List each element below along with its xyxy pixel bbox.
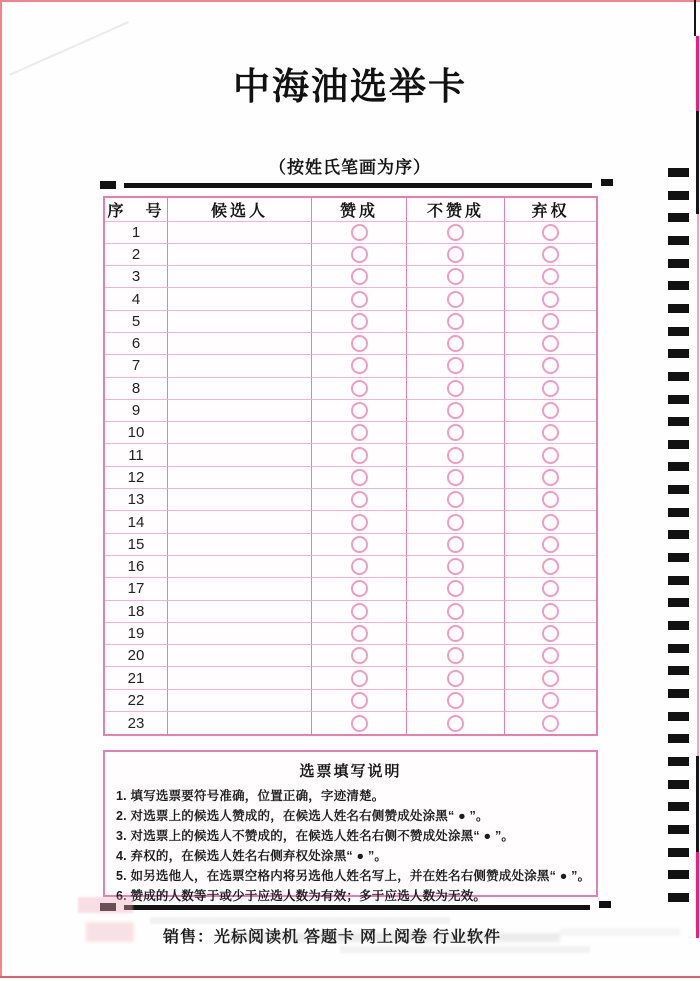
disapprove-bubble-cell	[407, 333, 505, 354]
card-title: 中海油选举卡	[233, 67, 467, 108]
abstain-bubble-cell	[505, 378, 596, 399]
disapprove-bubble[interactable]	[447, 402, 464, 419]
approve-bubble[interactable]	[351, 580, 368, 597]
abstain-bubble-cell	[505, 511, 596, 532]
disapprove-bubble[interactable]	[447, 491, 464, 508]
disapprove-bubble-cell	[407, 311, 505, 332]
approve-bubble-cell	[312, 511, 407, 532]
omr-timing-mark	[668, 598, 689, 607]
approve-bubble-cell	[312, 444, 407, 465]
abstain-bubble-cell	[505, 333, 596, 354]
omr-timing-mark	[668, 689, 689, 698]
approve-bubble[interactable]	[351, 380, 368, 397]
omr-timing-mark	[668, 281, 689, 290]
disapprove-bubble[interactable]	[447, 313, 464, 330]
omr-timing-mark	[668, 666, 689, 675]
omr-timing-mark	[668, 712, 689, 721]
abstain-bubble-cell	[505, 534, 596, 555]
abstain-bubble[interactable]	[542, 603, 559, 620]
table-row	[105, 288, 596, 310]
omr-timing-mark	[668, 213, 689, 222]
candidate-name-cell[interactable]	[168, 534, 312, 555]
disapprove-bubble[interactable]	[447, 558, 464, 575]
candidate-name-cell[interactable]	[168, 422, 312, 443]
disapprove-bubble[interactable]	[447, 580, 464, 597]
approve-bubble-cell	[312, 288, 407, 309]
approve-bubble[interactable]	[351, 647, 368, 664]
row-number: 18	[105, 601, 168, 622]
approve-bubble-cell	[312, 623, 407, 644]
candidate-name-cell[interactable]	[168, 667, 312, 688]
abstain-bubble-cell	[505, 601, 596, 622]
approve-bubble-cell	[312, 311, 407, 332]
abstain-bubble[interactable]	[542, 580, 559, 597]
abstain-bubble[interactable]	[542, 514, 559, 531]
disapprove-bubble-cell	[407, 222, 505, 243]
table-row	[105, 623, 596, 645]
table-row	[105, 467, 596, 489]
row-number: 15	[105, 534, 168, 555]
registration-mark-top-right	[601, 179, 613, 186]
disapprove-bubble-cell	[407, 578, 505, 599]
table-row	[105, 690, 596, 712]
disapprove-bubble-cell	[407, 690, 505, 711]
approve-bubble-cell	[312, 422, 407, 443]
row-number: 3	[105, 266, 168, 287]
omr-timing-mark	[668, 168, 689, 177]
approve-bubble[interactable]	[351, 224, 368, 241]
scan-ghost-artifact	[340, 946, 590, 953]
row-number: 9	[105, 400, 168, 421]
disapprove-bubble-cell	[407, 400, 505, 421]
approve-bubble[interactable]	[351, 246, 368, 263]
abstain-bubble-cell	[505, 667, 596, 688]
omr-timing-mark	[668, 553, 689, 562]
approve-bubble[interactable]	[351, 715, 368, 732]
candidate-name-cell[interactable]	[168, 467, 312, 488]
table-row	[105, 422, 596, 444]
disapprove-bubble-cell	[407, 355, 505, 376]
candidate-name-cell[interactable]	[168, 311, 312, 332]
approve-bubble-cell	[312, 266, 407, 287]
abstain-bubble[interactable]	[542, 558, 559, 575]
approve-bubble[interactable]	[351, 291, 368, 308]
candidate-name-cell[interactable]	[168, 244, 312, 265]
abstain-bubble[interactable]	[542, 268, 559, 285]
row-number: 20	[105, 645, 168, 666]
abstain-bubble-cell	[505, 288, 596, 309]
disapprove-bubble-cell	[407, 712, 505, 734]
approve-bubble[interactable]	[351, 536, 368, 553]
abstain-bubble-cell	[505, 400, 596, 421]
disapprove-bubble[interactable]	[447, 514, 464, 531]
abstain-bubble[interactable]	[542, 313, 559, 330]
abstain-bubble[interactable]	[542, 447, 559, 464]
table-row	[105, 489, 596, 511]
candidate-name-cell[interactable]	[168, 355, 312, 376]
abstain-bubble[interactable]	[542, 380, 559, 397]
header-approve: 赞成	[312, 198, 407, 221]
row-number: 11	[105, 444, 168, 465]
table-row	[105, 311, 596, 333]
omr-timing-mark	[668, 734, 689, 743]
disapprove-bubble[interactable]	[447, 603, 464, 620]
disapprove-bubble-cell	[407, 378, 505, 399]
omr-timing-mark	[668, 780, 689, 789]
row-number: 23	[105, 712, 168, 734]
scan-edge-left	[0, 0, 2, 978]
disapprove-bubble-cell	[407, 601, 505, 622]
omr-timing-mark	[668, 259, 689, 268]
candidate-name-cell[interactable]	[168, 623, 312, 644]
candidate-name-cell[interactable]	[168, 222, 312, 243]
abstain-bubble[interactable]	[542, 647, 559, 664]
abstain-bubble[interactable]	[542, 224, 559, 241]
abstain-bubble-cell	[505, 311, 596, 332]
approve-bubble[interactable]	[351, 424, 368, 441]
approve-bubble-cell	[312, 355, 407, 376]
right-edge-magenta-bar	[696, 852, 699, 938]
approve-bubble-cell	[312, 690, 407, 711]
disapprove-bubble-cell	[407, 467, 505, 488]
table-row	[105, 355, 596, 377]
instruction-item: 3. 对选票上的候选人不赞成的，在候选人姓名右侧不赞成处涂黑“ ● ”。	[116, 829, 515, 843]
disapprove-bubble[interactable]	[447, 625, 464, 642]
row-number: 12	[105, 467, 168, 488]
instruction-item: 5. 如另选他人，在选票空格内将另选他人姓名写上，并在姓名右侧赞成处涂黑“ ● ”。	[116, 869, 591, 883]
row-number: 21	[105, 667, 168, 688]
omr-timing-mark	[668, 893, 689, 902]
header-seq-number: 序 号	[105, 198, 168, 221]
disapprove-bubble-cell	[407, 266, 505, 287]
omr-timing-mark	[668, 372, 689, 381]
row-number: 6	[105, 333, 168, 354]
abstain-bubble-cell	[505, 266, 596, 287]
registration-mark-bottom-left	[100, 903, 116, 911]
omr-timing-mark	[668, 462, 689, 471]
abstain-bubble-cell	[505, 244, 596, 265]
right-edge-pink-line	[697, 214, 699, 756]
registration-line-bottom	[124, 905, 590, 910]
disapprove-bubble[interactable]	[447, 536, 464, 553]
disapprove-bubble[interactable]	[447, 469, 464, 486]
abstain-bubble[interactable]	[542, 424, 559, 441]
table-row	[105, 266, 596, 288]
omr-timing-mark	[668, 327, 689, 336]
omr-timing-mark	[668, 576, 689, 585]
approve-bubble[interactable]	[351, 625, 368, 642]
instruction-item: 1. 填写选票要符号准确，位置正确，字迹清楚。	[116, 789, 385, 803]
omr-timing-mark	[668, 395, 689, 404]
disapprove-bubble[interactable]	[447, 424, 464, 441]
approve-bubble-cell	[312, 333, 407, 354]
disapprove-bubble[interactable]	[447, 291, 464, 308]
instructions-title: 选票填写说明	[299, 763, 402, 780]
omr-timing-mark	[668, 349, 689, 358]
candidate-name-cell[interactable]	[168, 333, 312, 354]
abstain-bubble[interactable]	[542, 491, 559, 508]
candidate-name-cell[interactable]	[168, 489, 312, 510]
omr-timing-mark	[668, 802, 689, 811]
approve-bubble[interactable]	[351, 402, 368, 419]
omr-timing-mark	[668, 870, 689, 879]
table-row	[105, 378, 596, 400]
ballot-table-body	[105, 222, 596, 735]
abstain-bubble-cell	[505, 623, 596, 644]
registration-mark-bottom-right	[599, 901, 611, 908]
omr-timing-mark	[668, 757, 689, 766]
disapprove-bubble[interactable]	[447, 246, 464, 263]
omr-timing-mark	[668, 848, 689, 857]
abstain-bubble-cell	[505, 645, 596, 666]
approve-bubble-cell	[312, 534, 407, 555]
row-number: 4	[105, 288, 168, 309]
candidate-name-cell[interactable]	[168, 266, 312, 287]
disapprove-bubble-cell	[407, 623, 505, 644]
table-header-row	[105, 198, 596, 222]
abstain-bubble[interactable]	[542, 670, 559, 687]
table-row	[105, 244, 596, 266]
approve-bubble[interactable]	[351, 692, 368, 709]
abstain-bubble-cell	[505, 712, 596, 734]
candidate-name-cell[interactable]	[168, 690, 312, 711]
abstain-bubble-cell	[505, 467, 596, 488]
approve-bubble[interactable]	[351, 447, 368, 464]
approve-bubble-cell	[312, 400, 407, 421]
approve-bubble[interactable]	[351, 268, 368, 285]
card-subtitle: （按姓氏笔画为序）	[269, 158, 431, 177]
disapprove-bubble[interactable]	[447, 647, 464, 664]
abstain-bubble[interactable]	[542, 715, 559, 732]
instruction-item: 6. 赞成的人数等于或少于应选人数为有效；多于应选人数为无效。	[116, 889, 487, 903]
row-number: 1	[105, 222, 168, 243]
table-row	[105, 333, 596, 355]
instruction-item: 2. 对选票上的候选人赞成的，在候选人姓名右侧赞成处涂黑“ ● ”。	[116, 809, 489, 823]
disapprove-bubble-cell	[407, 534, 505, 555]
registration-line-top	[124, 183, 592, 188]
omr-timing-mark	[668, 530, 689, 539]
approve-bubble-cell	[312, 489, 407, 510]
disapprove-bubble[interactable]	[447, 715, 464, 732]
omr-timing-mark	[668, 825, 689, 834]
row-number: 17	[105, 578, 168, 599]
candidate-name-cell[interactable]	[168, 511, 312, 532]
abstain-bubble-cell	[505, 489, 596, 510]
disapprove-bubble[interactable]	[447, 447, 464, 464]
candidate-name-cell[interactable]	[168, 288, 312, 309]
row-number: 16	[105, 556, 168, 577]
approve-bubble[interactable]	[351, 603, 368, 620]
abstain-bubble[interactable]	[542, 536, 559, 553]
disapprove-bubble-cell	[407, 556, 505, 577]
abstain-bubble[interactable]	[542, 291, 559, 308]
scan-ghost-artifact	[560, 928, 680, 936]
approve-bubble-cell	[312, 222, 407, 243]
registration-mark-top-left	[100, 181, 116, 189]
table-row	[105, 511, 596, 533]
approve-bubble-cell	[312, 645, 407, 666]
omr-timing-mark	[668, 417, 689, 426]
omr-timing-mark	[668, 621, 689, 630]
table-row	[105, 534, 596, 556]
disapprove-bubble-cell	[407, 645, 505, 666]
candidate-name-cell[interactable]	[168, 378, 312, 399]
approve-bubble-cell	[312, 601, 407, 622]
abstain-bubble[interactable]	[542, 402, 559, 419]
table-row	[105, 556, 596, 578]
abstain-bubble-cell	[505, 422, 596, 443]
approve-bubble[interactable]	[351, 514, 368, 531]
candidate-name-cell[interactable]	[168, 601, 312, 622]
abstain-bubble-cell	[505, 690, 596, 711]
candidate-name-cell[interactable]	[168, 712, 312, 734]
header-abstain: 弃权	[531, 202, 570, 220]
instructions-box	[103, 750, 598, 903]
disapprove-bubble-cell	[407, 244, 505, 265]
omr-timing-mark	[668, 508, 689, 517]
disapprove-bubble-cell	[407, 288, 505, 309]
approve-bubble-cell	[312, 244, 407, 265]
omr-timing-mark	[668, 440, 689, 449]
disapprove-bubble[interactable]	[447, 268, 464, 285]
table-row	[105, 645, 596, 667]
abstain-bubble[interactable]	[542, 625, 559, 642]
abstain-bubble-cell	[505, 578, 596, 599]
disapprove-bubble[interactable]	[447, 357, 464, 374]
row-number: 2	[105, 244, 168, 265]
disapprove-bubble-cell	[407, 444, 505, 465]
omr-timing-mark	[668, 236, 689, 245]
candidate-name-cell[interactable]	[168, 444, 312, 465]
table-row	[105, 667, 596, 689]
table-row	[105, 444, 596, 466]
abstain-bubble-cell	[505, 222, 596, 243]
row-number: 8	[105, 378, 168, 399]
header-disapprove: 不赞成	[407, 198, 505, 221]
candidate-name-cell[interactable]	[168, 400, 312, 421]
approve-bubble-cell	[312, 378, 407, 399]
table-row	[105, 578, 596, 600]
row-number: 14	[105, 511, 168, 532]
omr-timing-mark	[668, 485, 689, 494]
sales-footer-text: 销售：光标阅读机 答题卡 网上阅卷 行业软件	[163, 929, 502, 946]
approve-bubble[interactable]	[351, 335, 368, 352]
abstain-bubble[interactable]	[542, 692, 559, 709]
disapprove-bubble-cell	[407, 511, 505, 532]
omr-timing-mark	[668, 304, 689, 313]
approve-bubble[interactable]	[351, 558, 368, 575]
approve-bubble-cell	[312, 712, 407, 734]
scan-edge-bottom-line	[0, 976, 700, 978]
right-edge-black-bar	[696, 756, 699, 852]
abstain-bubble[interactable]	[542, 335, 559, 352]
row-number: 19	[105, 623, 168, 644]
scan-ghost-artifact	[150, 917, 450, 924]
approve-bubble[interactable]	[351, 357, 368, 374]
approve-bubble[interactable]	[351, 469, 368, 486]
instruction-item: 4. 弃权的，在候选人姓名右侧弃权处涂黑“ ● ”。	[116, 849, 388, 863]
table-row	[105, 601, 596, 623]
omr-timing-mark	[668, 191, 689, 200]
table-row	[105, 712, 596, 734]
disapprove-bubble-cell	[407, 489, 505, 510]
approve-bubble[interactable]	[351, 491, 368, 508]
approve-bubble[interactable]	[351, 313, 368, 330]
instructions-list	[105, 786, 596, 906]
approve-bubble-cell	[312, 578, 407, 599]
table-row	[105, 222, 596, 244]
omr-timing-mark	[668, 644, 689, 653]
row-number: 5	[105, 311, 168, 332]
abstain-bubble-cell	[505, 355, 596, 376]
ballot-table	[103, 196, 598, 736]
abstain-bubble[interactable]	[542, 469, 559, 486]
approve-bubble-cell	[312, 556, 407, 577]
header-candidate: 候选人	[168, 198, 312, 221]
disapprove-bubble[interactable]	[447, 224, 464, 241]
approve-bubble-cell	[312, 467, 407, 488]
disapprove-bubble[interactable]	[447, 670, 464, 687]
candidate-name-cell[interactable]	[168, 645, 312, 666]
disapprove-bubble[interactable]	[447, 380, 464, 397]
row-number: 7	[105, 355, 168, 376]
right-edge-black-bar	[694, 0, 696, 36]
candidate-name-cell[interactable]	[168, 578, 312, 599]
scan-ghost-artifact	[86, 922, 134, 942]
row-number: 22	[105, 690, 168, 711]
abstain-bubble[interactable]	[542, 246, 559, 263]
disapprove-bubble-cell	[407, 422, 505, 443]
row-number: 13	[105, 489, 168, 510]
disapprove-bubble[interactable]	[447, 692, 464, 709]
approve-bubble-cell	[312, 667, 407, 688]
abstain-bubble[interactable]	[542, 357, 559, 374]
abstain-bubble-cell	[505, 444, 596, 465]
table-row	[105, 400, 596, 422]
approve-bubble[interactable]	[351, 670, 368, 687]
candidate-name-cell[interactable]	[168, 556, 312, 577]
row-number: 10	[105, 422, 168, 443]
disapprove-bubble[interactable]	[447, 335, 464, 352]
disapprove-bubble-cell	[407, 667, 505, 688]
abstain-bubble-cell	[505, 556, 596, 577]
